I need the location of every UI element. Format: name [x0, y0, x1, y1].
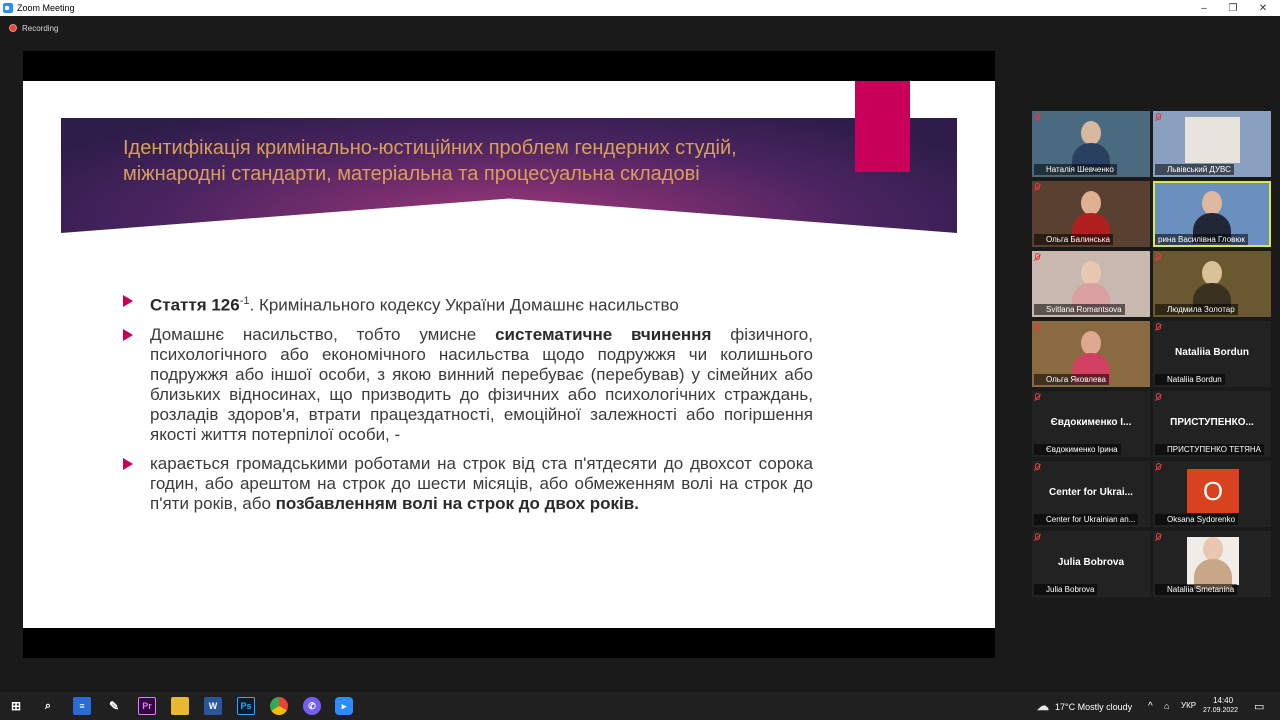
- language-indicator[interactable]: УКР: [1181, 701, 1197, 710]
- participant-video: [1072, 261, 1110, 305]
- mic-muted-icon: [1035, 253, 1040, 260]
- zoom-logo-icon: [3, 3, 13, 13]
- participant-name: Julia Bobrova: [1034, 584, 1097, 595]
- window-titlebar: [0, 0, 1280, 16]
- notification-icon[interactable]: ▭: [1254, 701, 1265, 713]
- minimize-button[interactable]: –: [1201, 2, 1207, 14]
- participant-display-name: Julia Bobrova: [1057, 557, 1125, 568]
- clock-time[interactable]: 14:40: [1213, 696, 1234, 705]
- participant-name: Львівський ДУВС: [1155, 164, 1234, 175]
- participant-name: Євдокименко Ірина: [1034, 444, 1121, 455]
- participant-tile[interactable]: [1153, 321, 1271, 387]
- participant-tile[interactable]: [1032, 321, 1150, 387]
- mic-muted-icon: [1035, 113, 1040, 120]
- presentation-slide: [23, 81, 995, 628]
- zoom-app-icon[interactable]: ▸: [335, 697, 353, 715]
- participant-video: [1072, 121, 1110, 165]
- participant-display-name: Євдокименко І...: [1050, 417, 1132, 428]
- mic-muted-icon: [1156, 533, 1161, 540]
- slide-accent-block: [855, 81, 910, 172]
- participant-tile[interactable]: [1153, 531, 1271, 597]
- mic-muted-icon: [1035, 463, 1040, 470]
- participant-tile-active-speaker[interactable]: [1153, 181, 1271, 247]
- participant-tile[interactable]: [1032, 391, 1150, 457]
- participant-video: [1193, 191, 1231, 235]
- mic-muted-icon: [1035, 183, 1040, 190]
- close-button[interactable]: ✕: [1258, 2, 1268, 14]
- participant-name: Svitlana Romantsova: [1034, 304, 1125, 315]
- participant-name: Nataliia Smetanina: [1155, 584, 1237, 595]
- participant-name: Наталія Шевченко: [1034, 164, 1117, 175]
- participant-name: рина Василівна Гловюк: [1155, 234, 1248, 245]
- recording-bar: [0, 16, 1280, 40]
- participant-video: [1072, 191, 1110, 235]
- mic-muted-icon: [1156, 393, 1161, 400]
- mic-muted-icon: [1156, 113, 1161, 120]
- participant-tile[interactable]: [1032, 251, 1150, 317]
- bullet-triangle-icon: [123, 329, 133, 341]
- participant-tile[interactable]: [1153, 251, 1271, 317]
- mic-muted-icon: [1035, 393, 1040, 400]
- bullet-article: Стаття $126^{-1}$. Кримінального кодексу України Домашнє насильство: [123, 291, 813, 316]
- chrome-app-icon[interactable]: [270, 697, 288, 715]
- windows-start-icon[interactable]: ⊞: [10, 699, 22, 713]
- clock-date[interactable]: 27.09.2022: [1203, 707, 1239, 714]
- window-title: Zoom Meeting: [17, 3, 75, 13]
- weather-text[interactable]: 17°C Mostly cloudy: [1055, 702, 1133, 712]
- participant-name: Ольга Балинська: [1034, 234, 1113, 245]
- mic-muted-icon: [1035, 533, 1040, 540]
- participant-name: Людмила Золотар: [1155, 304, 1238, 315]
- restore-button[interactable]: ❐: [1228, 2, 1238, 14]
- participant-tile[interactable]: [1153, 111, 1271, 177]
- participant-video: [1193, 261, 1231, 305]
- participant-name: Nataliia Bordun: [1155, 374, 1225, 385]
- bullet-definition: Домашнє насильство, тобто умисне систематичне вчинення фізичного, психологічного або економічного насильства щодо подружжя чи колишнього подружжя або іншої особи, з якою винний перебуває (перебував) у сімейних або близьких відносинах, що призводить до фізичних або психологічних страждань, розладів здоров'я, втрати працездатності, емоційної залежності або погіршення якості життя потерпілої особи, -: [123, 325, 813, 445]
- tool-app-icon[interactable]: ✎: [108, 699, 120, 713]
- viber-app-icon[interactable]: ✆: [303, 697, 321, 715]
- windows-taskbar: [0, 692, 1280, 720]
- recording-label: Recording: [22, 23, 59, 33]
- slide-bullets: [123, 291, 813, 523]
- word-app-icon[interactable]: W: [204, 697, 222, 715]
- participant-display-name: ПРИСТУПЕНКО...: [1170, 417, 1254, 428]
- participant-tile[interactable]: [1153, 391, 1271, 457]
- participant-display-name: Center for Ukrai...: [1049, 487, 1133, 498]
- file-explorer-icon[interactable]: [171, 697, 189, 715]
- premiere-app-icon[interactable]: Pr: [138, 697, 156, 715]
- mic-muted-icon: [1156, 463, 1161, 470]
- participant-tile[interactable]: [1032, 531, 1150, 597]
- participant-video: [1072, 331, 1110, 375]
- participant-avatar: O: [1187, 469, 1239, 513]
- participant-name: ПРИСТУПЕНКО ТЕТЯНА: [1155, 444, 1264, 455]
- chevron-up-icon[interactable]: ^: [1148, 701, 1153, 712]
- search-icon[interactable]: ⌕: [44, 699, 52, 712]
- mic-muted-icon: [1156, 253, 1161, 260]
- slide-title: Ідентифікація кримінально-юстиційних проблем гендерних студій, міжнародні стандарти, матеріальна та процесуальна складові: [123, 137, 737, 185]
- participant-tile[interactable]: [1032, 111, 1150, 177]
- participant-tile[interactable]: [1032, 181, 1150, 247]
- document-app-icon[interactable]: ≡: [73, 697, 91, 715]
- participant-photo: [1187, 537, 1239, 585]
- participant-name: Ольга Яковлева: [1034, 374, 1109, 385]
- participant-display-name: Nataliia Bordun: [1175, 347, 1249, 358]
- bullet-punishment: карається громадськими роботами на строк від ста п'ятдесяти до двохсот сорока годин, або арештом на строк до шести місяців, або обмеженням волі на строк до п'яти років, або позбавленням волі на строк до двох років.: [123, 454, 813, 514]
- bullet-triangle-icon: [123, 458, 133, 470]
- bullet-triangle-icon: [123, 295, 133, 307]
- network-icon[interactable]: ⌂: [1164, 701, 1170, 711]
- recording-icon[interactable]: [9, 24, 17, 32]
- participant-tile[interactable]: [1032, 461, 1150, 527]
- shared-screen[interactable]: [23, 51, 995, 658]
- building-image: [1185, 117, 1240, 163]
- participant-tile[interactable]: [1153, 461, 1271, 527]
- photoshop-app-icon[interactable]: Ps: [237, 697, 255, 715]
- participant-name: Oksana Sydorenko: [1155, 514, 1238, 525]
- participant-name: Center for Ukrainian an...: [1034, 514, 1138, 525]
- weather-cloud-icon[interactable]: ☁: [1037, 699, 1049, 713]
- mic-muted-icon: [1156, 323, 1161, 330]
- mic-muted-icon: [1035, 323, 1040, 330]
